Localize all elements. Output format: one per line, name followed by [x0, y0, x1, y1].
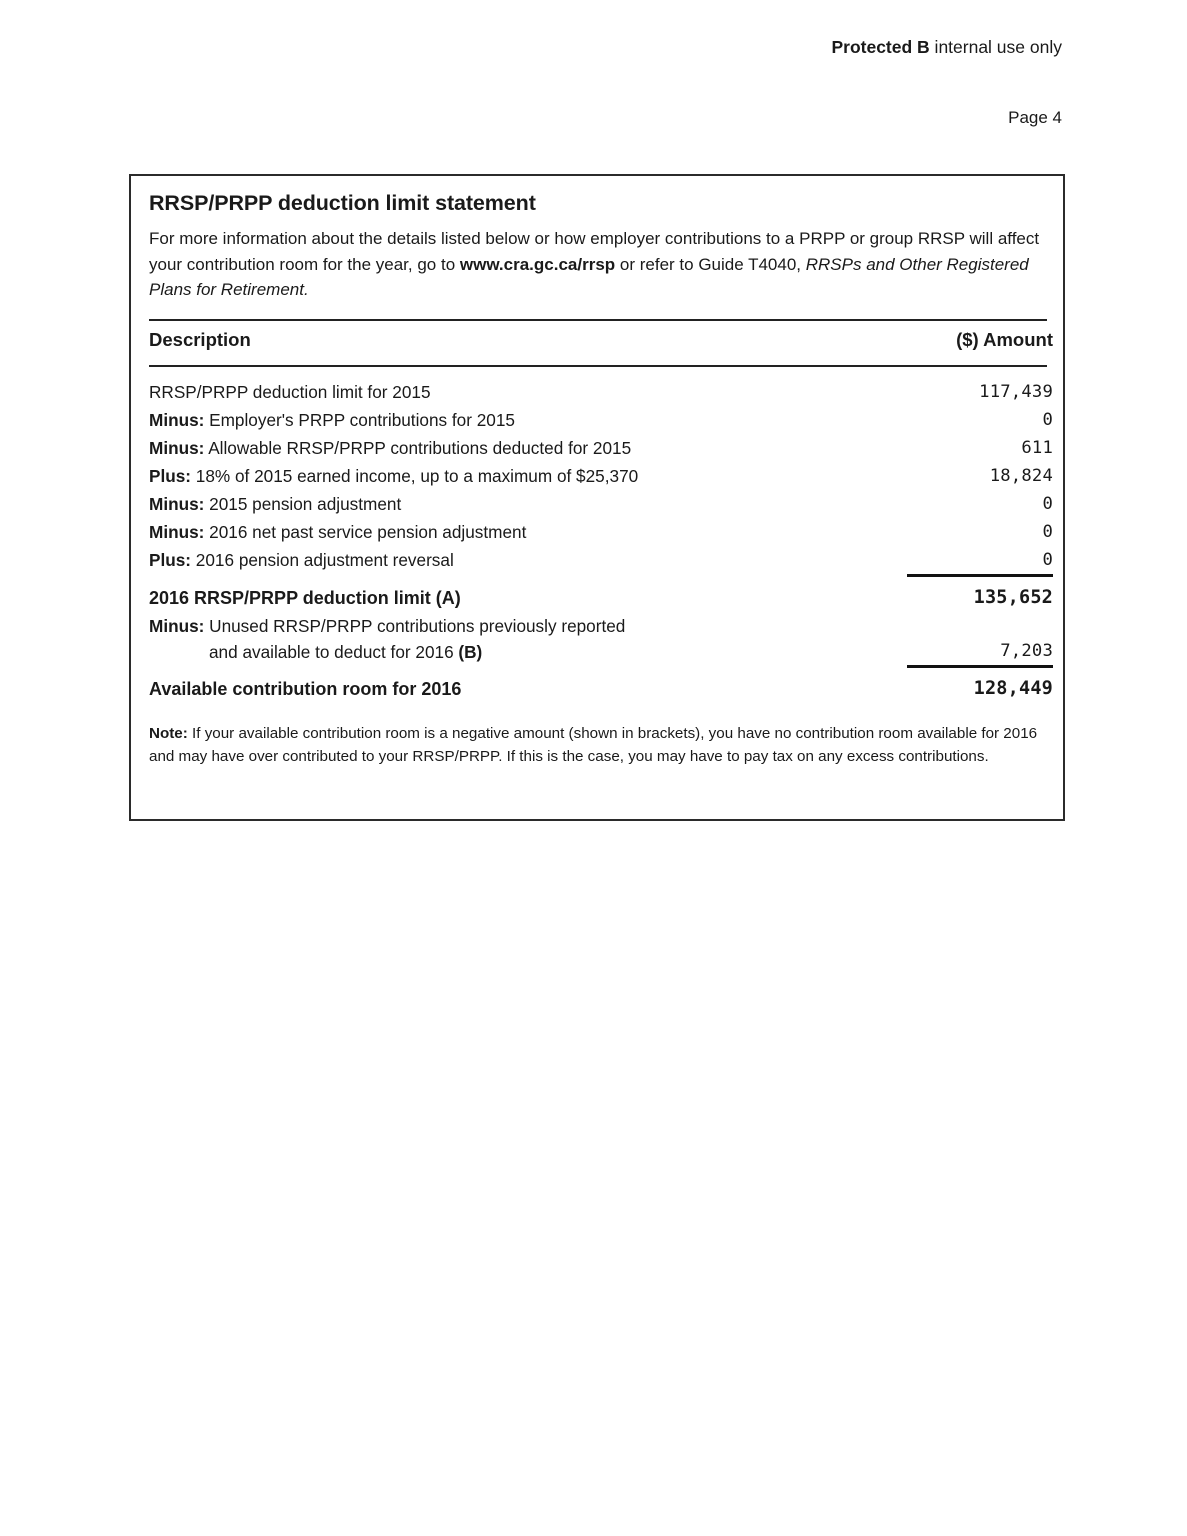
minus-unused-row: [149, 613, 1053, 665]
row-description-text: Employer's PRPP contributions for 2015: [204, 409, 515, 430]
row-description: [149, 490, 907, 518]
note-text: If your available contribution room is a negative amount (shown in brackets), you have no contribution room available for 2016 and may have over contributed to your RRSP/PRPP. If this is the case, you may have to pay tax on any excess contributions.: [149, 724, 1038, 765]
divider-above-subtotal-a: [907, 574, 1053, 577]
protected-b-suffix: internal use only: [929, 37, 1062, 57]
row-prefix-label: Minus:: [149, 409, 205, 430]
row-amount: 0: [1042, 549, 1053, 570]
column-header-amount: ($) Amount: [956, 328, 1053, 350]
row-description-text: 2015 pension adjustment: [204, 493, 402, 514]
row-description: [149, 434, 907, 462]
final-total-amount: 128,449: [973, 677, 1053, 699]
subtotal-a-row: [149, 583, 1053, 613]
table-header-row: [149, 321, 1053, 358]
row-description-text: 2016 pension adjustment reversal: [191, 549, 454, 570]
row-prefix-label: Plus:: [149, 549, 192, 570]
deduction-limit-table: [149, 321, 1053, 358]
row-amount: 0: [1042, 409, 1053, 430]
table-row: [149, 462, 1053, 490]
minus-unused-line2-bold: (B): [458, 641, 483, 662]
minus-unused-amount: 7,203: [1000, 640, 1053, 661]
table-top-spacer: [149, 367, 1053, 378]
row-prefix-label: Minus:: [149, 437, 205, 458]
note-label: Note:: [149, 724, 188, 742]
row-prefix-label: Plus:: [149, 465, 192, 486]
page-number: Page 4: [1008, 108, 1062, 127]
row-description-text: Allowable RRSP/PRPP contributions deducted for 2015: [204, 437, 632, 458]
protected-b-label: Protected B: [831, 37, 930, 57]
table-row: [149, 406, 1053, 434]
rrsp-statement-box: [129, 174, 1065, 821]
row-description-text: RRSP/PRPP deduction limit for 2015: [149, 381, 431, 402]
subtotal-a-amount: 135,652: [973, 586, 1053, 608]
row-description: [149, 462, 907, 490]
note-paragraph: [149, 722, 1047, 768]
row-amount: 18,824: [989, 465, 1053, 486]
final-total-row: [149, 674, 1053, 704]
row-amount: 0: [1042, 521, 1053, 542]
statement-content: [149, 190, 1053, 768]
intro-text-part1: For more information about the details listed below or how employer contributions to a PRPP or group RRSP will affect your contribution room for the year, go to: [149, 229, 1040, 274]
guide-title-italic: RRSPs and Other Registered Plans for Retirement.: [149, 254, 1029, 299]
table-row: [149, 378, 1053, 406]
minus-unused-line1: Unused RRSP/PRPP contributions previously reported: [204, 615, 626, 636]
row-amount: 0: [1042, 493, 1053, 514]
table-row: [149, 434, 1053, 462]
subtotal-rule-row: [149, 574, 1053, 583]
protected-b-header: [0, 36, 1062, 58]
intro-text-part2: or refer to Guide T4040,: [615, 254, 806, 274]
minus-unused-description: [149, 613, 907, 665]
row-amount: 117,439: [979, 381, 1053, 402]
subtotal-a-label: 2016 RRSP/PRPP deduction limit (A): [149, 587, 461, 608]
deduction-limit-rows: [149, 367, 1053, 704]
row-description-text: 2016 net past service pension adjustment: [204, 521, 527, 542]
divider-above-final-total: [907, 665, 1053, 668]
row-prefix-label: Minus:: [149, 493, 205, 514]
final-total-rule-row: [149, 665, 1053, 674]
intro-paragraph: [149, 226, 1047, 303]
minus-unused-line2-text: and available to deduct for 2016: [209, 641, 459, 662]
table-row: [149, 518, 1053, 546]
row-prefix-label: Minus:: [149, 521, 205, 542]
cra-website-link[interactable]: www.cra.gc.ca/rrsp: [459, 254, 616, 274]
column-header-description: Description: [149, 328, 251, 350]
table-row: [149, 546, 1053, 574]
row-description: [149, 518, 907, 546]
minus-unused-line2: [149, 639, 907, 665]
table-row: [149, 490, 1053, 518]
page-title: RRSP/PRPP deduction limit statement: [149, 191, 536, 215]
row-description: [149, 546, 907, 574]
row-description: [149, 378, 907, 406]
final-total-label: Available contribution room for 2016: [149, 678, 462, 699]
row-amount: 611: [1021, 437, 1053, 458]
minus-unused-prefix: Minus:: [149, 615, 205, 636]
row-description: [149, 406, 907, 434]
row-description-text: 18% of 2015 earned income, up to a maximum of $25,370: [191, 465, 639, 486]
